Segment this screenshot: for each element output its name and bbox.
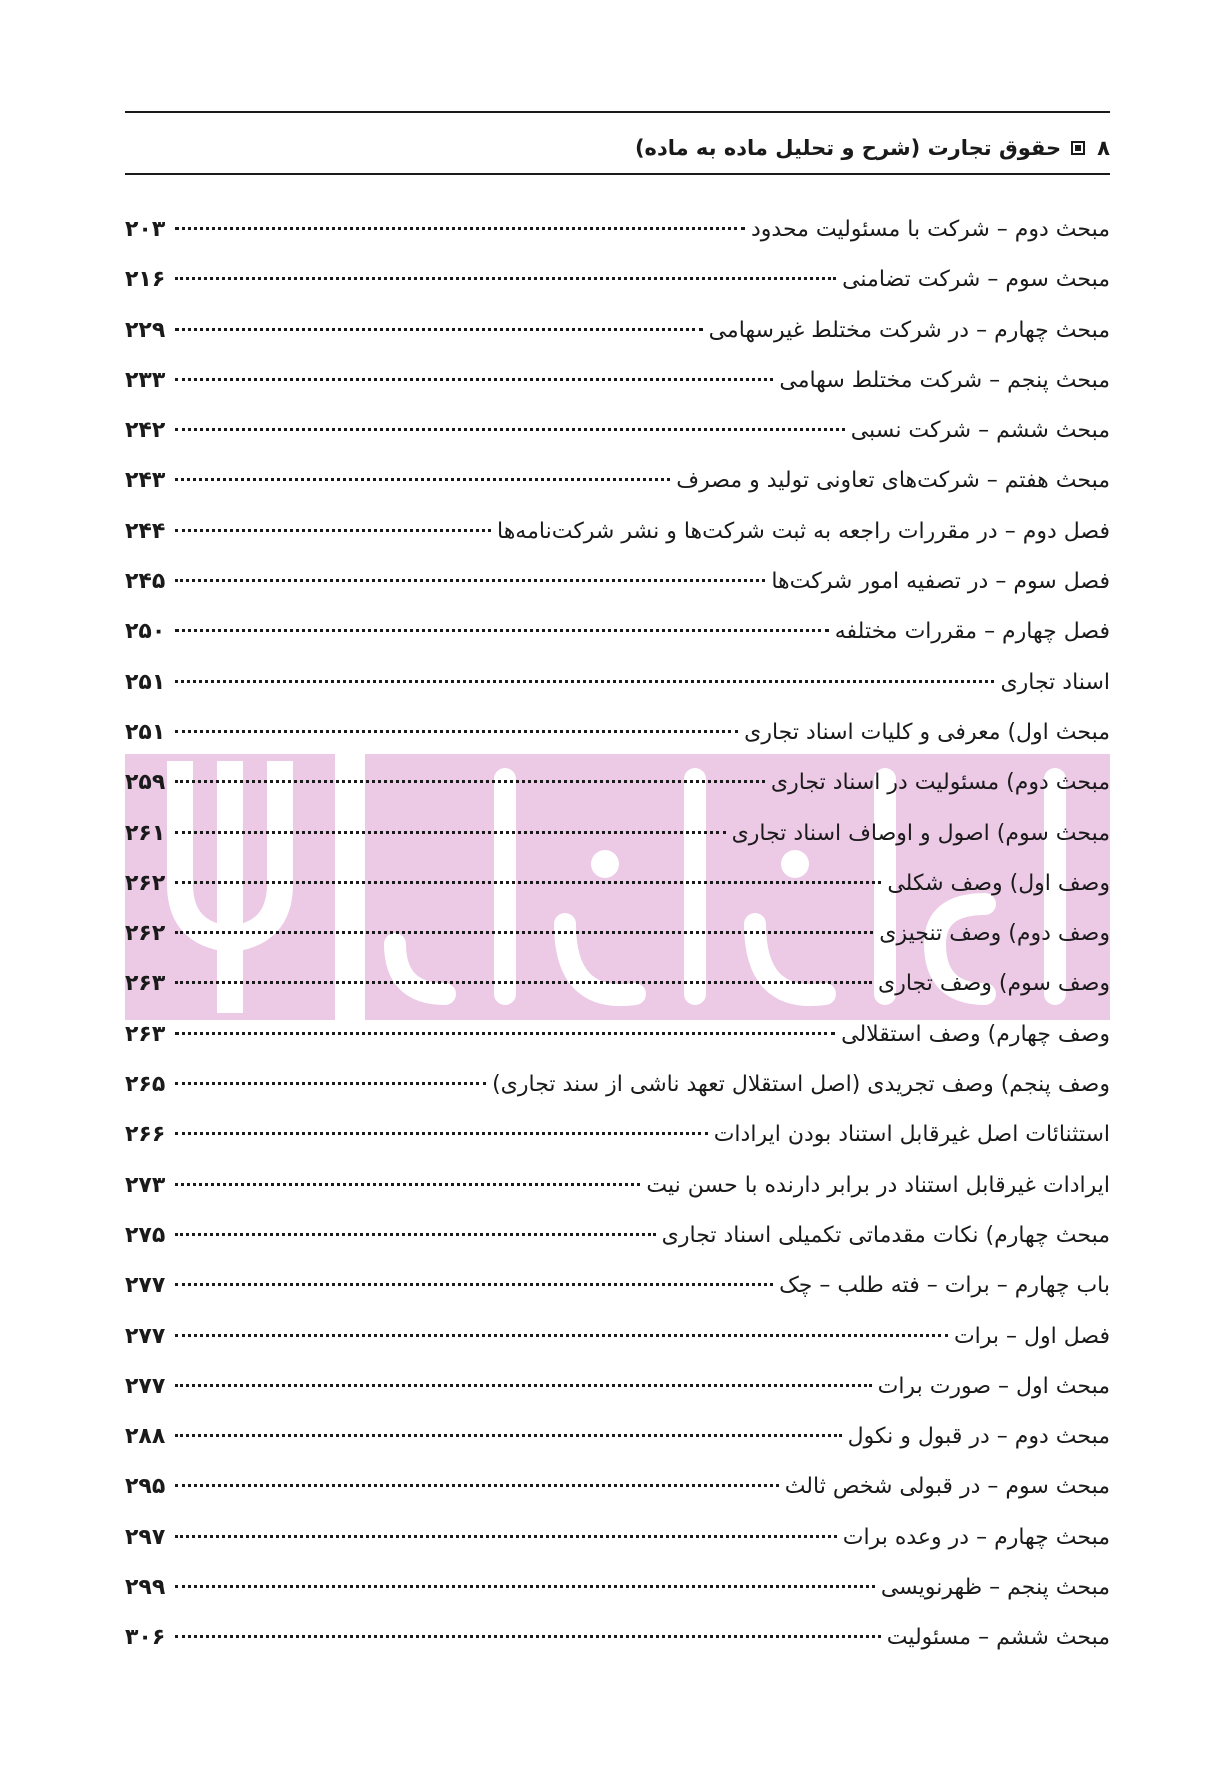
toc-entry-page-number: ۲۴۳ [125,468,166,494]
dot-leader [175,780,765,783]
toc-entry-page-number: ۲۶۲ [125,870,166,896]
toc-entry-title: باب چهارم – برات – فته طلب – چک [779,1273,1110,1299]
dot-leader [175,931,873,934]
toc-entry-title: وصف دوم) وصف تنجیزی [879,921,1110,947]
toc-entry-title: مبحث پنجم – ظهرنویسی [880,1575,1110,1601]
toc-entry-page-number: ۲۷۷ [125,1373,166,1399]
toc-entry-page-number: ۲۲۹ [125,317,166,343]
dot-leader [175,227,745,230]
toc-entry [125,1161,1110,1211]
dot-leader [175,579,765,582]
toc-entry-title: وصف پنجم) وصف تجریدی (اصل استقلال تعهد ناشی از سند تجاری) [492,1072,1110,1098]
dot-leader [175,428,845,431]
header-bottom-rule [125,173,1110,175]
toc-entry [125,1211,1110,1261]
toc-entry-page-number: ۲۰۳ [125,217,166,242]
toc-entry-title: مبحث چهارم – در وعده برات [842,1524,1110,1550]
dot-leader [175,981,872,984]
toc-entry-title: ایرادات غیرقابل استناد در برابر دارنده با حسن نیت [646,1172,1110,1198]
dot-leader [175,1484,779,1487]
toc-entry-title: مبحث سوم – شرکت تضامنی [842,267,1110,293]
toc-entry [125,708,1110,758]
toc-entry [125,1613,1110,1663]
toc-entry-page-number: ۲۷۵ [125,1222,166,1248]
toc-entry-page-number: ۲۸۸ [125,1424,166,1450]
toc-entry-title: وصف اول) وصف شکلی [887,870,1110,896]
toc-entry-title: فصل سوم – در تصفیه امور شرکت‌ها [771,569,1110,595]
toc-entry-title: مبحث ششم – مسئولیت [886,1625,1110,1651]
header-top-rule [125,111,1110,113]
dot-leader [175,277,836,280]
toc-entry-page-number: ۲۶۶ [125,1122,166,1148]
dot-leader [175,529,491,532]
toc-entry-page-number: ۲۹۵ [125,1474,166,1500]
toc-entry [125,306,1110,356]
toc-entry-page-number: ۲۵۱ [125,669,166,695]
toc-entry-title: مبحث هفتم – شرکت‌های تعاونی تولید و مصرف [676,468,1110,494]
toc-entry-title: مبحث چهارم) نکات مقدماتی تکمیلی اسناد تجاری [661,1222,1110,1248]
toc-entry-page-number: ۲۵۹ [125,770,166,796]
toc-entry-page-number: ۲۶۳ [125,971,166,997]
dot-leader [175,1635,881,1638]
toc-entry [125,809,1110,859]
toc-entry-title: وصف چهارم) وصف استقلالی [841,1021,1110,1047]
toc-entry-page-number: ۲۷۳ [125,1172,166,1198]
dot-leader [175,881,881,884]
toc-entry-title: اسناد تجاری [1000,669,1110,695]
toc-entry-title: وصف سوم) وصف تجاری [877,971,1110,997]
dot-leader [175,1032,835,1035]
toc-entry [125,1462,1110,1512]
dot-leader [175,629,829,632]
toc-entry-title: فصل چهارم – مقررات مختلفه [834,619,1110,645]
toc-entry-title: استثنائات اصل غیرقابل استناد بودن ایرادات [713,1122,1110,1148]
toc-entry [125,1312,1110,1362]
toc-entry [125,1010,1110,1060]
toc-entry-title: مبحث ششم – شرکت نسبی [850,418,1110,444]
toc-entry-title: مبحث سوم – در قبولی شخص ثالث [784,1474,1110,1500]
toc-entry-page-number: ۲۳۳ [125,367,166,393]
toc-entry-page-number: ۲۷۷ [125,1323,166,1349]
toc-entry-page-number: ۲۴۲ [125,418,166,444]
running-header [125,125,1110,171]
toc-entry [125,658,1110,708]
dot-leader [175,378,773,381]
dot-leader [175,1535,837,1538]
toc-entry [125,909,1110,959]
toc-entry [125,859,1110,909]
toc-entry-page-number: ۲۶۳ [125,1021,166,1047]
toc-entry-title: مبحث پنجم – شرکت مختلط سهامی [779,367,1110,393]
toc-entry [125,1060,1110,1110]
dot-leader [175,1233,656,1236]
toc-entry [125,456,1110,506]
dot-leader [175,831,726,834]
toc-entry [125,959,1110,1009]
toc-entry-page-number: ۲۹۹ [125,1575,166,1601]
toc-entry-page-number: ۲۴۴ [125,518,166,544]
toc-entry [125,1513,1110,1563]
dot-leader [175,1384,872,1387]
toc-entry-page-number: ۲۱۶ [125,267,166,293]
dot-leader [175,730,738,733]
toc-entry-page-number: ۲۵۱ [125,719,166,745]
dot-leader [175,1585,875,1588]
toc-entry-title: مبحث دوم – در قبول و نکول [847,1424,1110,1450]
toc-entry-title: مبحث سوم) اصول و اوصاف اسناد تجاری [731,820,1110,846]
toc-entry [125,356,1110,406]
header-page-number: ۸ [1097,136,1110,160]
toc-entry-title: مبحث دوم) مسئولیت در اسناد تجاری [770,770,1110,796]
toc-entry [125,507,1110,557]
header-book-title: حقوق تجارت (شرح و تحلیل ماده به ماده) [634,136,1062,160]
toc-entry [125,255,1110,305]
dot-leader [175,1283,773,1286]
table-of-contents [125,205,1110,1664]
toc-entry [125,1362,1110,1412]
toc-entry-title: مبحث دوم – شرکت با مسئولیت محدود [750,217,1110,242]
dot-leader [175,1082,486,1085]
toc-entry [125,607,1110,657]
toc-entry-page-number: ۲۹۷ [125,1524,166,1550]
dot-leader [175,328,703,331]
toc-entry-page-number: ۲۷۷ [125,1273,166,1299]
dot-leader [175,680,994,683]
toc-entry-page-number: ۲۶۲ [125,921,166,947]
toc-entry-title: فصل اول – برات [953,1323,1110,1349]
toc-entry [125,557,1110,607]
toc-entry-title: مبحث اول) معرفی و کلیات اسناد تجاری [744,719,1110,745]
square-icon [1071,141,1085,155]
toc-entry [125,1261,1110,1311]
dot-leader [175,1183,640,1186]
toc-entry [125,205,1110,255]
toc-entry-page-number: ۲۴۵ [125,569,166,595]
toc-entry-title: مبحث اول – صورت برات [877,1373,1110,1399]
toc-entry-page-number: ۲۵۰ [125,619,166,645]
toc-entry [125,1110,1110,1160]
toc-entry-title: فصل دوم – در مقررات راجعه به ثبت شرکت‌ها و نشر شرکت‌نامه‌ها [497,518,1110,544]
dot-leader [175,478,670,481]
toc-entry-page-number: ۳۰۶ [125,1625,166,1651]
toc-entry [125,1563,1110,1613]
dot-leader [175,1334,948,1337]
toc-entry-page-number: ۲۶۵ [125,1072,166,1098]
toc-entry [125,406,1110,456]
toc-entry-page-number: ۲۶۱ [125,820,166,846]
toc-entry [125,1412,1110,1462]
toc-entry [125,758,1110,808]
dot-leader [175,1434,842,1437]
toc-entry-title: مبحث چهارم – در شرکت مختلط غیرسهامی [708,317,1110,343]
dot-leader [175,1132,708,1135]
